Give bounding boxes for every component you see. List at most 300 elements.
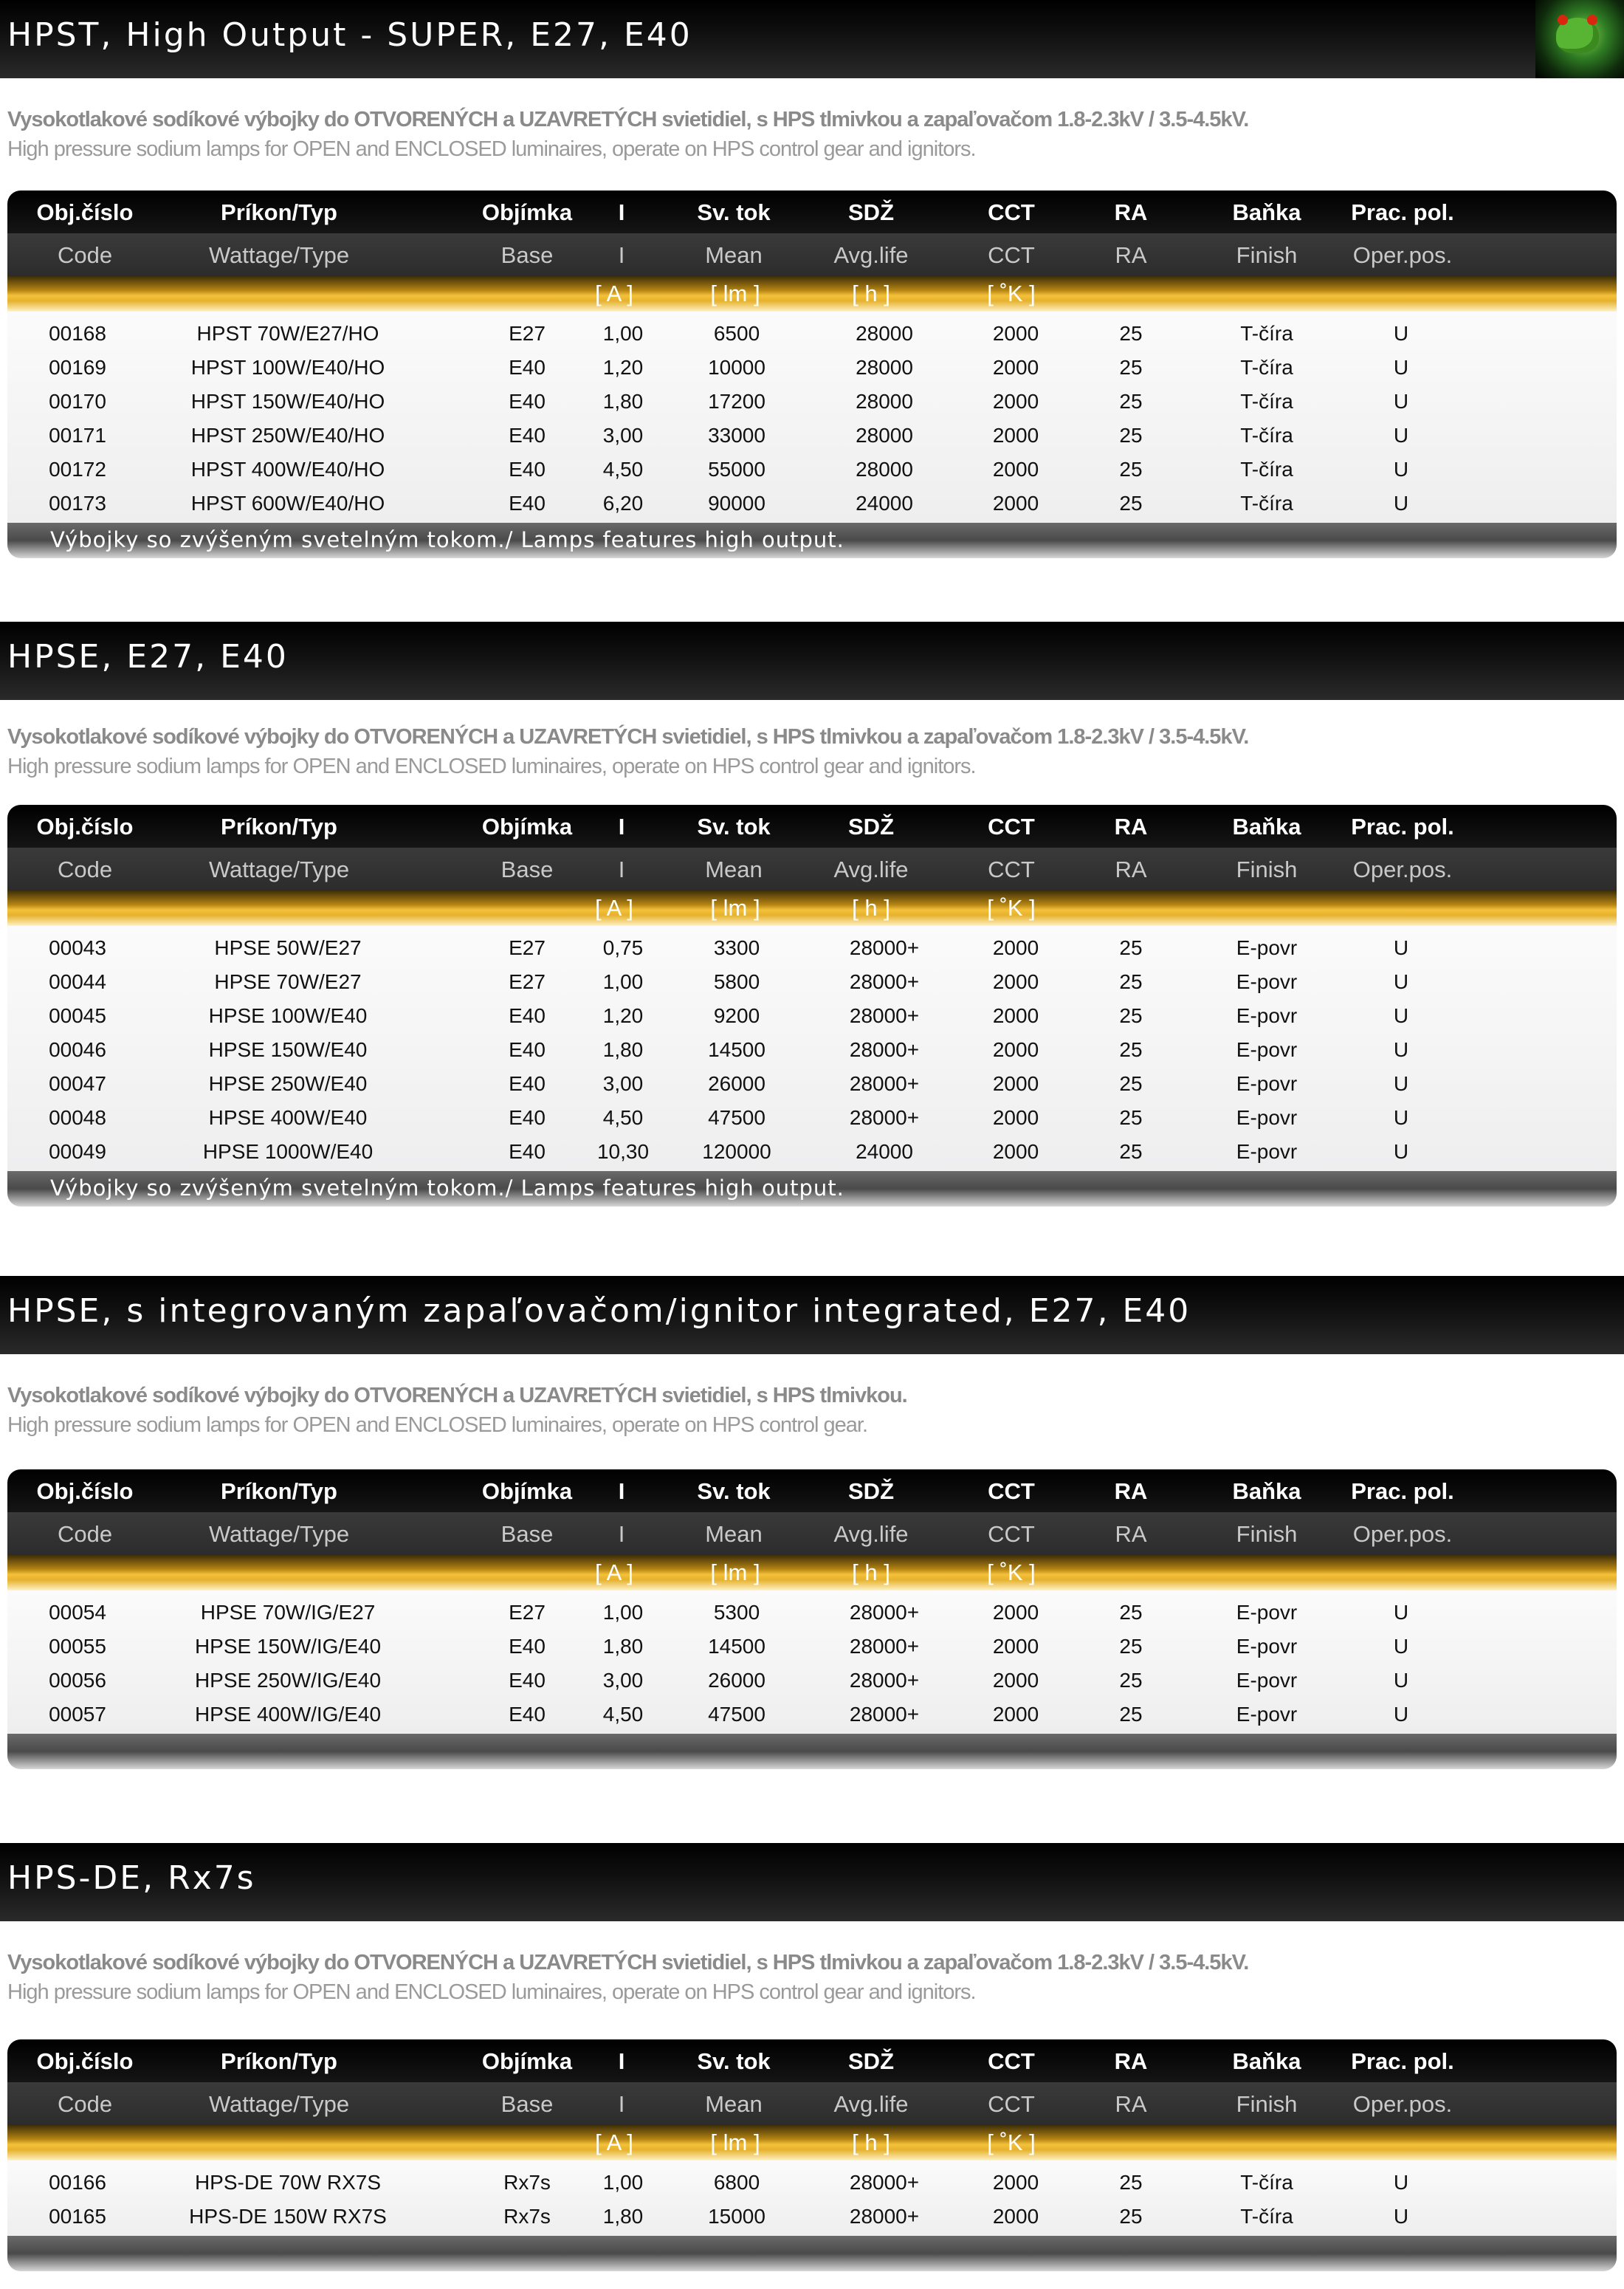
table-row <box>7 1134 1617 1168</box>
cell-position: U <box>1393 936 1409 959</box>
cell-current: 1,20 <box>602 1004 644 1027</box>
col-header-position: Prac. pol. <box>1351 2048 1454 2074</box>
cell-current: 1,00 <box>602 322 644 345</box>
col-header-finish: Baňka <box>1232 199 1301 225</box>
cell-type: HPSE 150W/IG/E40 <box>194 1635 382 1658</box>
header-row-en <box>7 233 1617 276</box>
table-row <box>7 1032 1617 1066</box>
table-row <box>7 418 1617 452</box>
col-subheader-position: Oper.pos. <box>1352 857 1453 882</box>
cell-position: U <box>1393 1601 1409 1624</box>
header-row-units <box>7 890 1617 926</box>
cell-position: U <box>1393 2171 1409 2194</box>
cell-code: 00047 <box>49 1072 106 1095</box>
description-sk: Vysokotlakové sodíkové výbojky do OTVORENÝCH a UZAVRETÝCH svietidiel, s HPS tlmivkou a zapaľovačom 1.8-2.3kV / 3.5-4.5kV. <box>7 725 1249 749</box>
cell-base: E40 <box>509 1038 546 1061</box>
cell-code: 00054 <box>49 1601 106 1624</box>
cell-position: U <box>1393 1635 1409 1658</box>
table-row <box>7 1595 1617 1629</box>
table-row <box>7 964 1617 998</box>
cell-ra: 25 <box>1119 492 1143 515</box>
col-subheader-finish: Finish <box>1236 857 1298 882</box>
cell-base: E40 <box>509 1140 546 1163</box>
col-header-ra: RA <box>1114 814 1148 840</box>
col-unit: [ lm ] <box>710 895 760 921</box>
table-body <box>7 312 1617 523</box>
cell-life: 28000 <box>856 322 913 345</box>
col-header-life: SDŽ <box>848 1478 894 1504</box>
cell-type: HPSE 250W/IG/E40 <box>194 1669 382 1692</box>
cell-code: 00056 <box>49 1669 106 1692</box>
cell-ra: 25 <box>1119 322 1143 345</box>
col-subheader-base: Base <box>500 1521 554 1547</box>
header-row-en <box>7 2082 1617 2125</box>
cell-finish: T-číra <box>1240 458 1293 481</box>
col-subheader-finish: Finish <box>1236 2091 1298 2117</box>
cell-current: 4,50 <box>602 458 644 481</box>
col-header-base: Objímka <box>481 1478 573 1504</box>
cell-base: E40 <box>509 458 546 481</box>
description-sk: Vysokotlakové sodíkové výbojky do OTVORENÝCH a UZAVRETÝCH svietidiel, s HPS tlmivkou a zapaľovačom 1.8-2.3kV / 3.5-4.5kV. <box>7 1951 1249 1974</box>
col-header-code: Obj.číslo <box>36 1478 134 1504</box>
product-table <box>7 191 1617 558</box>
section-title: HPSE, s integrovaným zapaľovačom/ignitor integrated, E27, E40 <box>7 1292 1191 1330</box>
col-subheader-ra: RA <box>1115 1521 1147 1547</box>
cell-ra: 25 <box>1119 1140 1143 1163</box>
cell-life: 28000+ <box>849 936 920 959</box>
cell-position: U <box>1393 1140 1409 1163</box>
product-table <box>7 1469 1617 1769</box>
cell-finish: T-číra <box>1240 322 1293 345</box>
table-row <box>7 1663 1617 1697</box>
cell-finish: E-povr <box>1236 1140 1298 1163</box>
cell-type: HPST 150W/E40/HO <box>190 390 385 413</box>
cell-ra: 25 <box>1119 1038 1143 1061</box>
table-row <box>7 998 1617 1032</box>
cell-ra: 25 <box>1119 936 1143 959</box>
col-subheader-flux: Mean <box>705 857 763 882</box>
cell-code: 00049 <box>49 1140 106 1163</box>
col-subheader-type: Wattage/Type <box>208 242 350 268</box>
col-header-flux: Sv. tok <box>697 199 771 225</box>
cell-current: 3,00 <box>602 1669 644 1692</box>
cell-finish: T-číra <box>1240 390 1293 413</box>
col-subheader-ra: RA <box>1115 857 1147 882</box>
cell-life: 28000+ <box>849 970 920 993</box>
col-subheader-current: I <box>618 857 625 882</box>
table-row <box>7 2199 1617 2233</box>
cell-position: U <box>1393 1106 1409 1129</box>
col-subheader-flux: Mean <box>705 1521 763 1547</box>
col-subheader-type: Wattage/Type <box>208 857 350 882</box>
cell-flux: 5300 <box>713 1601 760 1624</box>
col-unit: [ A ] <box>595 281 633 306</box>
table-row <box>7 350 1617 384</box>
col-header-life: SDŽ <box>848 199 894 225</box>
cell-ra: 25 <box>1119 458 1143 481</box>
cell-finish: E-povr <box>1236 970 1298 993</box>
cell-base: E27 <box>509 970 546 993</box>
table-row <box>7 316 1617 350</box>
cell-ra: 25 <box>1119 1669 1143 1692</box>
cell-flux: 14500 <box>708 1635 765 1658</box>
cell-base: E27 <box>509 322 546 345</box>
footer-note: Výbojky so zvýšeným svetelným tokom./ Lamps features high output. <box>50 527 844 552</box>
col-header-base: Objímka <box>481 814 573 840</box>
col-header-cct: CCT <box>988 199 1035 225</box>
col-header-ra: RA <box>1114 199 1148 225</box>
cell-finish: E-povr <box>1236 1004 1298 1027</box>
col-unit: [ A ] <box>595 1559 633 1585</box>
cell-base: Rx7s <box>503 2205 551 2228</box>
cell-cct: 2000 <box>992 1106 1039 1129</box>
cell-position: U <box>1393 1038 1409 1061</box>
cell-ra: 25 <box>1119 424 1143 447</box>
cell-life: 28000+ <box>849 1669 920 1692</box>
table-footer <box>7 1171 1617 1207</box>
col-header-cct: CCT <box>988 814 1035 840</box>
cell-cct: 2000 <box>992 458 1039 481</box>
table-row <box>7 1629 1617 1663</box>
col-header-position: Prac. pol. <box>1351 1478 1454 1504</box>
cell-code: 00172 <box>49 458 106 481</box>
cell-position: U <box>1393 458 1409 481</box>
col-header-life: SDŽ <box>848 2048 894 2074</box>
cell-finish: E-povr <box>1236 1038 1298 1061</box>
cell-position: U <box>1393 492 1409 515</box>
header-row-units <box>7 2125 1617 2161</box>
cell-finish: E-povr <box>1236 1635 1298 1658</box>
col-subheader-code: Code <box>57 1521 113 1547</box>
cell-current: 1,80 <box>602 2205 644 2228</box>
cell-cct: 2000 <box>992 322 1039 345</box>
description-sk: Vysokotlakové sodíkové výbojky do OTVORENÝCH a UZAVRETÝCH svietidiel, s HPS tlmivkou. <box>7 1384 907 1407</box>
cell-type: HPSE 400W/E40 <box>208 1106 368 1129</box>
col-header-base: Objímka <box>481 2048 573 2074</box>
cell-current: 1,00 <box>602 970 644 993</box>
cell-type: HPST 600W/E40/HO <box>190 492 385 515</box>
table-row <box>7 1100 1617 1134</box>
col-unit: [ h ] <box>852 281 890 306</box>
cell-finish: E-povr <box>1236 1601 1298 1624</box>
col-unit: [ ˚K ] <box>987 895 1036 921</box>
col-header-current: I <box>618 1478 625 1504</box>
col-header-ra: RA <box>1114 2048 1148 2074</box>
cell-cct: 2000 <box>992 2171 1039 2194</box>
cell-code: 00048 <box>49 1106 106 1129</box>
cell-flux: 6800 <box>713 2171 760 2194</box>
cell-position: U <box>1393 1669 1409 1692</box>
cell-flux: 6500 <box>713 322 760 345</box>
header-row-units <box>7 1555 1617 1590</box>
col-unit: [ lm ] <box>710 2130 760 2155</box>
table-body <box>7 1590 1617 1734</box>
cell-type: HPSE 150W/E40 <box>208 1038 368 1061</box>
cell-type: HPST 250W/E40/HO <box>190 424 385 447</box>
description-en: High pressure sodium lamps for OPEN and ENCLOSED luminaires, operate on HPS control gear and ignitors. <box>7 755 976 778</box>
cell-cct: 2000 <box>992 356 1039 379</box>
cell-ra: 25 <box>1119 1004 1143 1027</box>
table-footer <box>7 2236 1617 2271</box>
cell-type: HPST 400W/E40/HO <box>190 458 385 481</box>
cell-base: E27 <box>509 936 546 959</box>
cell-base: E40 <box>509 1669 546 1692</box>
cell-code: 00166 <box>49 2171 106 2194</box>
col-unit: [ ˚K ] <box>987 2130 1036 2155</box>
cell-finish: E-povr <box>1236 1669 1298 1692</box>
col-subheader-cct: CCT <box>988 2091 1035 2117</box>
cell-current: 3,00 <box>602 424 644 447</box>
col-subheader-ra: RA <box>1115 242 1147 268</box>
cell-type: HPST 70W/E27/HO <box>196 322 379 345</box>
col-subheader-code: Code <box>57 2091 113 2117</box>
cell-life: 28000 <box>856 458 913 481</box>
col-header-flux: Sv. tok <box>697 1478 771 1504</box>
cell-life: 28000 <box>856 356 913 379</box>
col-subheader-ra: RA <box>1115 2091 1147 2117</box>
cell-position: U <box>1393 390 1409 413</box>
table-row <box>7 452 1617 486</box>
cell-finish: T-číra <box>1240 2205 1293 2228</box>
col-header-flux: Sv. tok <box>697 814 771 840</box>
cell-cct: 2000 <box>992 1601 1039 1624</box>
table-body <box>7 2161 1617 2236</box>
col-subheader-flux: Mean <box>705 242 763 268</box>
cell-ra: 25 <box>1119 356 1143 379</box>
cell-base: E40 <box>509 356 546 379</box>
cell-current: 1,80 <box>602 1038 644 1061</box>
product-table <box>7 2039 1617 2271</box>
cell-current: 1,80 <box>602 1635 644 1658</box>
cell-current: 1,00 <box>602 1601 644 1624</box>
cell-flux: 5800 <box>713 970 760 993</box>
section-title: HPST, High Output - SUPER, E27, E40 <box>7 16 692 54</box>
header-row-units <box>7 276 1617 312</box>
cell-life: 28000+ <box>849 1004 920 1027</box>
col-unit: [ ˚K ] <box>987 1559 1036 1585</box>
col-unit: [ lm ] <box>710 1559 760 1585</box>
col-subheader-cct: CCT <box>988 242 1035 268</box>
header-row-sk <box>7 2039 1617 2082</box>
col-subheader-position: Oper.pos. <box>1352 242 1453 268</box>
cell-finish: T-číra <box>1240 492 1293 515</box>
col-subheader-base: Base <box>500 2091 554 2117</box>
col-subheader-current: I <box>618 242 625 268</box>
cell-ra: 25 <box>1119 970 1143 993</box>
cell-life: 28000 <box>856 390 913 413</box>
cell-cct: 2000 <box>992 424 1039 447</box>
cell-code: 00043 <box>49 936 106 959</box>
col-unit: [ lm ] <box>710 281 760 306</box>
col-header-finish: Baňka <box>1232 2048 1301 2074</box>
cell-flux: 9200 <box>713 1004 760 1027</box>
col-subheader-life: Avg.life <box>833 2091 909 2117</box>
table-footer <box>7 1734 1617 1769</box>
cell-finish: E-povr <box>1236 1106 1298 1129</box>
cell-position: U <box>1393 2205 1409 2228</box>
section-header <box>0 0 1624 78</box>
cell-ra: 25 <box>1119 2171 1143 2194</box>
col-header-cct: CCT <box>988 1478 1035 1504</box>
col-subheader-life: Avg.life <box>833 857 909 882</box>
col-header-position: Prac. pol. <box>1351 199 1454 225</box>
table-row <box>7 930 1617 964</box>
cell-life: 28000+ <box>849 1106 920 1129</box>
col-header-code: Obj.číslo <box>36 814 134 840</box>
section-header <box>0 1276 1624 1354</box>
cell-life: 28000+ <box>849 2205 920 2228</box>
cell-life: 28000+ <box>849 1635 920 1658</box>
cell-cct: 2000 <box>992 1635 1039 1658</box>
col-subheader-finish: Finish <box>1236 1521 1298 1547</box>
cell-ra: 25 <box>1119 1106 1143 1129</box>
col-subheader-cct: CCT <box>988 857 1035 882</box>
header-row-sk <box>7 1469 1617 1512</box>
col-header-life: SDŽ <box>848 814 894 840</box>
cell-position: U <box>1393 1703 1409 1726</box>
cell-code: 00045 <box>49 1004 106 1027</box>
cell-base: E40 <box>509 1004 546 1027</box>
col-subheader-code: Code <box>57 857 113 882</box>
cell-life: 28000+ <box>849 1038 920 1061</box>
table-row <box>7 1066 1617 1100</box>
col-header-base: Objímka <box>481 199 573 225</box>
cell-flux: 26000 <box>708 1072 765 1095</box>
cell-life: 28000+ <box>849 2171 920 2194</box>
cell-position: U <box>1393 1004 1409 1027</box>
cell-flux: 33000 <box>708 424 765 447</box>
cell-code: 00169 <box>49 356 106 379</box>
col-unit: [ h ] <box>852 1559 890 1585</box>
cell-cct: 2000 <box>992 492 1039 515</box>
cell-base: E40 <box>509 1703 546 1726</box>
cell-cct: 2000 <box>992 2205 1039 2228</box>
cell-current: 1,20 <box>602 356 644 379</box>
cell-life: 28000 <box>856 424 913 447</box>
cell-life: 24000 <box>856 492 913 515</box>
cell-flux: 26000 <box>708 1669 765 1692</box>
cell-ra: 25 <box>1119 1635 1143 1658</box>
col-subheader-code: Code <box>57 242 113 268</box>
cell-base: E40 <box>509 1106 546 1129</box>
section-header <box>0 622 1624 700</box>
cell-flux: 47500 <box>708 1703 765 1726</box>
product-table <box>7 805 1617 1207</box>
col-subheader-base: Base <box>500 857 554 882</box>
cell-code: 00168 <box>49 322 106 345</box>
cell-base: E40 <box>509 390 546 413</box>
cell-type: HPSE 100W/E40 <box>208 1004 368 1027</box>
cell-type: HPSE 70W/IG/E27 <box>200 1601 376 1624</box>
cell-base: E40 <box>509 1635 546 1658</box>
cell-ra: 25 <box>1119 1601 1143 1624</box>
table-body <box>7 926 1617 1171</box>
col-unit: [ A ] <box>595 2130 633 2155</box>
cell-code: 00044 <box>49 970 106 993</box>
header-row-en <box>7 848 1617 890</box>
section-header <box>0 1843 1624 1921</box>
cell-position: U <box>1393 356 1409 379</box>
cell-cct: 2000 <box>992 1703 1039 1726</box>
cell-cct: 2000 <box>992 390 1039 413</box>
cell-cct: 2000 <box>992 1004 1039 1027</box>
cell-type: HPSE 400W/IG/E40 <box>194 1703 382 1726</box>
cell-cct: 2000 <box>992 1072 1039 1095</box>
cell-cct: 2000 <box>992 1038 1039 1061</box>
cell-flux: 15000 <box>708 2205 765 2228</box>
cell-current: 0,75 <box>602 936 644 959</box>
cell-finish: T-číra <box>1240 2171 1293 2194</box>
cell-life: 28000+ <box>849 1072 920 1095</box>
cell-flux: 55000 <box>708 458 765 481</box>
col-header-current: I <box>618 814 625 840</box>
description-en: High pressure sodium lamps for OPEN and ENCLOSED luminaires, operate on HPS control gear. <box>7 1413 868 1437</box>
col-subheader-position: Oper.pos. <box>1352 1521 1453 1547</box>
description-en: High pressure sodium lamps for OPEN and ENCLOSED luminaires, operate on HPS control gear and ignitors. <box>7 137 976 161</box>
cell-life: 28000+ <box>849 1703 920 1726</box>
cell-base: Rx7s <box>503 2171 551 2194</box>
col-header-flux: Sv. tok <box>697 2048 771 2074</box>
cell-code: 00055 <box>49 1635 106 1658</box>
cell-finish: E-povr <box>1236 936 1298 959</box>
cell-position: U <box>1393 1072 1409 1095</box>
cell-current: 4,50 <box>602 1703 644 1726</box>
cell-current: 3,00 <box>602 1072 644 1095</box>
cell-flux: 47500 <box>708 1106 765 1129</box>
cell-cct: 2000 <box>992 1140 1039 1163</box>
cell-finish: T-číra <box>1240 424 1293 447</box>
header-row-sk <box>7 805 1617 848</box>
col-subheader-base: Base <box>500 242 554 268</box>
col-header-current: I <box>618 199 625 225</box>
cell-current: 1,80 <box>602 390 644 413</box>
table-row <box>7 2165 1617 2199</box>
cell-code: 00165 <box>49 2205 106 2228</box>
col-header-type: Príkon/Typ <box>221 814 337 840</box>
col-subheader-current: I <box>618 2091 625 2117</box>
table-footer <box>7 523 1617 558</box>
col-subheader-position: Oper.pos. <box>1352 2091 1453 2117</box>
cell-flux: 3300 <box>713 936 760 959</box>
cell-flux: 90000 <box>708 492 765 515</box>
cell-code: 00173 <box>49 492 106 515</box>
frog-logo-icon <box>1535 0 1624 78</box>
cell-current: 1,00 <box>602 2171 644 2194</box>
cell-type: HPSE 250W/E40 <box>208 1072 368 1095</box>
cell-current: 4,50 <box>602 1106 644 1129</box>
col-subheader-life: Avg.life <box>833 242 909 268</box>
cell-type: HPSE 1000W/E40 <box>202 1140 374 1163</box>
cell-type: HPST 100W/E40/HO <box>190 356 385 379</box>
cell-position: U <box>1393 424 1409 447</box>
col-header-finish: Baňka <box>1232 814 1301 840</box>
cell-life: 28000+ <box>849 1601 920 1624</box>
col-unit: [ A ] <box>595 895 633 921</box>
col-subheader-life: Avg.life <box>833 1521 909 1547</box>
header-row-sk <box>7 191 1617 233</box>
cell-finish: E-povr <box>1236 1072 1298 1095</box>
col-header-position: Prac. pol. <box>1351 814 1454 840</box>
description-en: High pressure sodium lamps for OPEN and ENCLOSED luminaires, operate on HPS control gear and ignitors. <box>7 1980 976 2004</box>
col-header-type: Príkon/Typ <box>221 199 337 225</box>
cell-current: 6,20 <box>602 492 644 515</box>
table-row <box>7 486 1617 520</box>
cell-finish: E-povr <box>1236 1703 1298 1726</box>
cell-life: 24000 <box>856 1140 913 1163</box>
cell-position: U <box>1393 970 1409 993</box>
col-subheader-flux: Mean <box>705 2091 763 2117</box>
cell-ra: 25 <box>1119 390 1143 413</box>
